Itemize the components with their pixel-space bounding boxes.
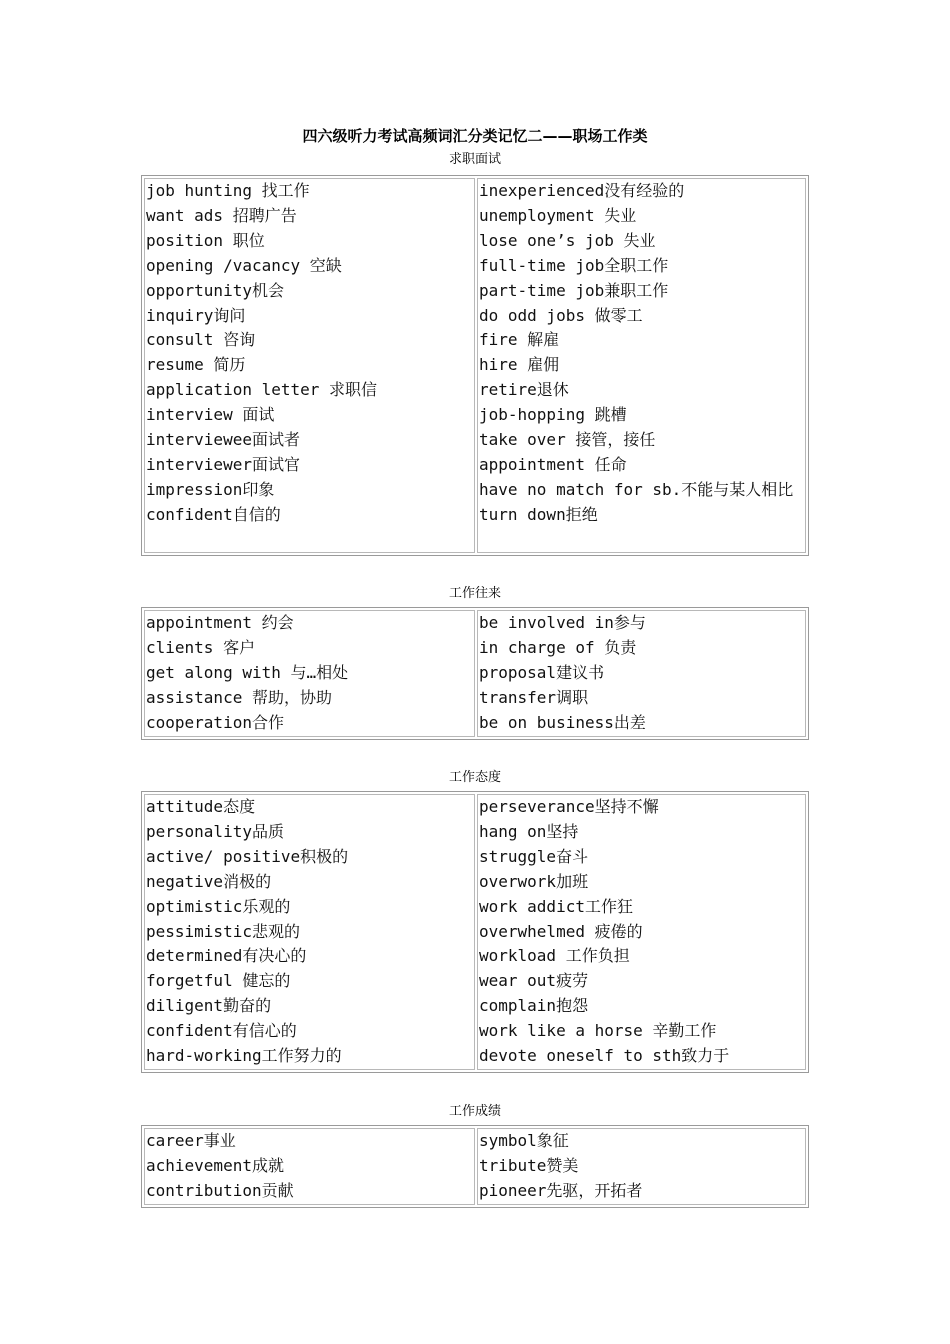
- vocab-item: perseverance坚持不懈: [479, 797, 659, 816]
- vocab-column-right: [477, 178, 806, 553]
- vocab-item: turn down拒绝: [479, 504, 598, 524]
- vocab-item: overwhelmed 疲倦的: [479, 921, 643, 941]
- vocab-item: have no match for sb.不能与某人相比: [479, 479, 794, 499]
- vocab-item: position 职位: [146, 230, 265, 250]
- vocab-item: work addict工作狂: [479, 896, 633, 916]
- vocab-table-work-achievements: [141, 1125, 809, 1208]
- vocab-item: pioneer先驱，开拓者: [479, 1180, 643, 1200]
- vocab-item: consult 咨询: [146, 330, 256, 350]
- vocab-item: take over 接管，接任: [479, 430, 656, 450]
- vocab-item: optimistic乐观的: [146, 896, 291, 916]
- vocab-item: hang on坚持: [479, 821, 579, 841]
- vocab-item: devote oneself to sth致力于: [479, 1046, 730, 1066]
- vocab-item: resume 简历: [146, 355, 246, 375]
- vocab-column-left: [144, 610, 475, 737]
- vocab-item: personality品质: [146, 821, 284, 841]
- vocab-item: do odd jobs 做零工: [479, 305, 643, 325]
- vocab-item: lose one’s job 失业: [479, 230, 656, 250]
- vocab-item: symbol象征: [479, 1131, 569, 1150]
- vocab-item: pessimistic悲观的: [146, 921, 300, 941]
- vocab-item: interviewee面试者: [146, 430, 300, 450]
- section-heading-job-interview: 求职面试: [448, 152, 501, 167]
- vocab-item: opportunity机会: [146, 280, 284, 300]
- vocab-item: cooperation合作: [146, 712, 284, 732]
- vocab-item: job hunting 找工作: [146, 181, 310, 200]
- vocab-column-right: [477, 610, 806, 737]
- document-title: 四六级听力考试高频词汇分类记忆二——职场工作类: [302, 127, 648, 145]
- vocab-item: determined有决心的: [146, 946, 307, 966]
- vocab-item: confident有信心的: [146, 1021, 297, 1041]
- vocab-item: overwork加班: [479, 871, 589, 891]
- vocab-item: be on business出差: [479, 712, 646, 732]
- vocab-item: wear out疲劳: [479, 971, 589, 991]
- vocab-item: confident自信的: [146, 504, 281, 524]
- vocab-item: unemployment 失业: [479, 205, 637, 225]
- vocab-item: diligent勤奋的: [146, 996, 272, 1016]
- vocab-item: workload 工作负担: [479, 946, 630, 966]
- vocab-item: tribute赞美: [479, 1155, 579, 1175]
- vocab-item: contribution贡献: [146, 1180, 294, 1200]
- vocab-column-left: [144, 1128, 475, 1205]
- vocab-table-job-interview: [141, 175, 809, 556]
- section-heading-work-attitude: 工作态度: [448, 770, 501, 785]
- vocab-item: fire 解雇: [479, 330, 560, 350]
- vocab-item: part-time job兼职工作: [479, 280, 669, 300]
- vocab-item: clients 客户: [146, 637, 256, 657]
- vocab-item: hire 雇佣: [479, 355, 560, 375]
- vocab-item: transfer调职: [479, 687, 589, 707]
- vocab-item: career事业: [146, 1131, 236, 1150]
- vocab-item: negative消极的: [146, 871, 272, 891]
- vocab-table-work-relations: [141, 607, 809, 740]
- vocab-column-right: [477, 794, 806, 1070]
- vocab-item: attitude态度: [146, 797, 256, 816]
- vocab-item: hard-working工作努力的: [146, 1046, 342, 1066]
- vocab-item: job-hopping 跳槽: [479, 405, 627, 425]
- vocab-item: opening /vacancy 空缺: [146, 255, 342, 275]
- section-heading-work-relations: 工作往来: [448, 586, 501, 601]
- vocab-item: struggle奋斗: [479, 846, 589, 866]
- vocab-item: interview 面试: [146, 405, 275, 425]
- vocab-item: in charge of 负责: [479, 637, 637, 657]
- vocab-item: interviewer面试官: [146, 454, 300, 474]
- vocab-item: application letter 求职信: [146, 380, 378, 400]
- vocab-item: retire退休: [479, 380, 569, 400]
- vocab-item: inexperienced没有经验的: [479, 181, 685, 200]
- vocab-column-right: [477, 1128, 806, 1205]
- vocab-item: assistance 帮助，协助: [146, 687, 332, 707]
- vocab-item: forgetful 健忘的: [146, 971, 291, 991]
- vocab-table-work-attitude: [141, 791, 809, 1073]
- vocab-column-left: [144, 794, 475, 1070]
- vocab-item: full-time job全职工作: [479, 255, 669, 275]
- vocab-column-left: [144, 178, 475, 553]
- vocab-item: work like a horse 辛勤工作: [479, 1021, 717, 1041]
- section-heading-work-achievements: 工作成绩: [448, 1104, 501, 1119]
- vocab-item: get along with 与…相处: [146, 662, 349, 682]
- vocab-item: proposal建议书: [479, 662, 605, 682]
- vocab-item: inquiry询问: [146, 305, 246, 325]
- vocab-item: active/ positive积极的: [146, 846, 349, 866]
- vocab-item: be involved in参与: [479, 613, 646, 632]
- vocab-item: appointment 约会: [146, 613, 294, 632]
- vocab-item: appointment 任命: [479, 454, 627, 474]
- vocab-item: want ads 招聘广告: [146, 205, 297, 225]
- vocab-item: impression印象: [146, 479, 275, 499]
- vocab-item: achievement成就: [146, 1155, 284, 1175]
- vocab-item: complain抱怨: [479, 996, 589, 1016]
